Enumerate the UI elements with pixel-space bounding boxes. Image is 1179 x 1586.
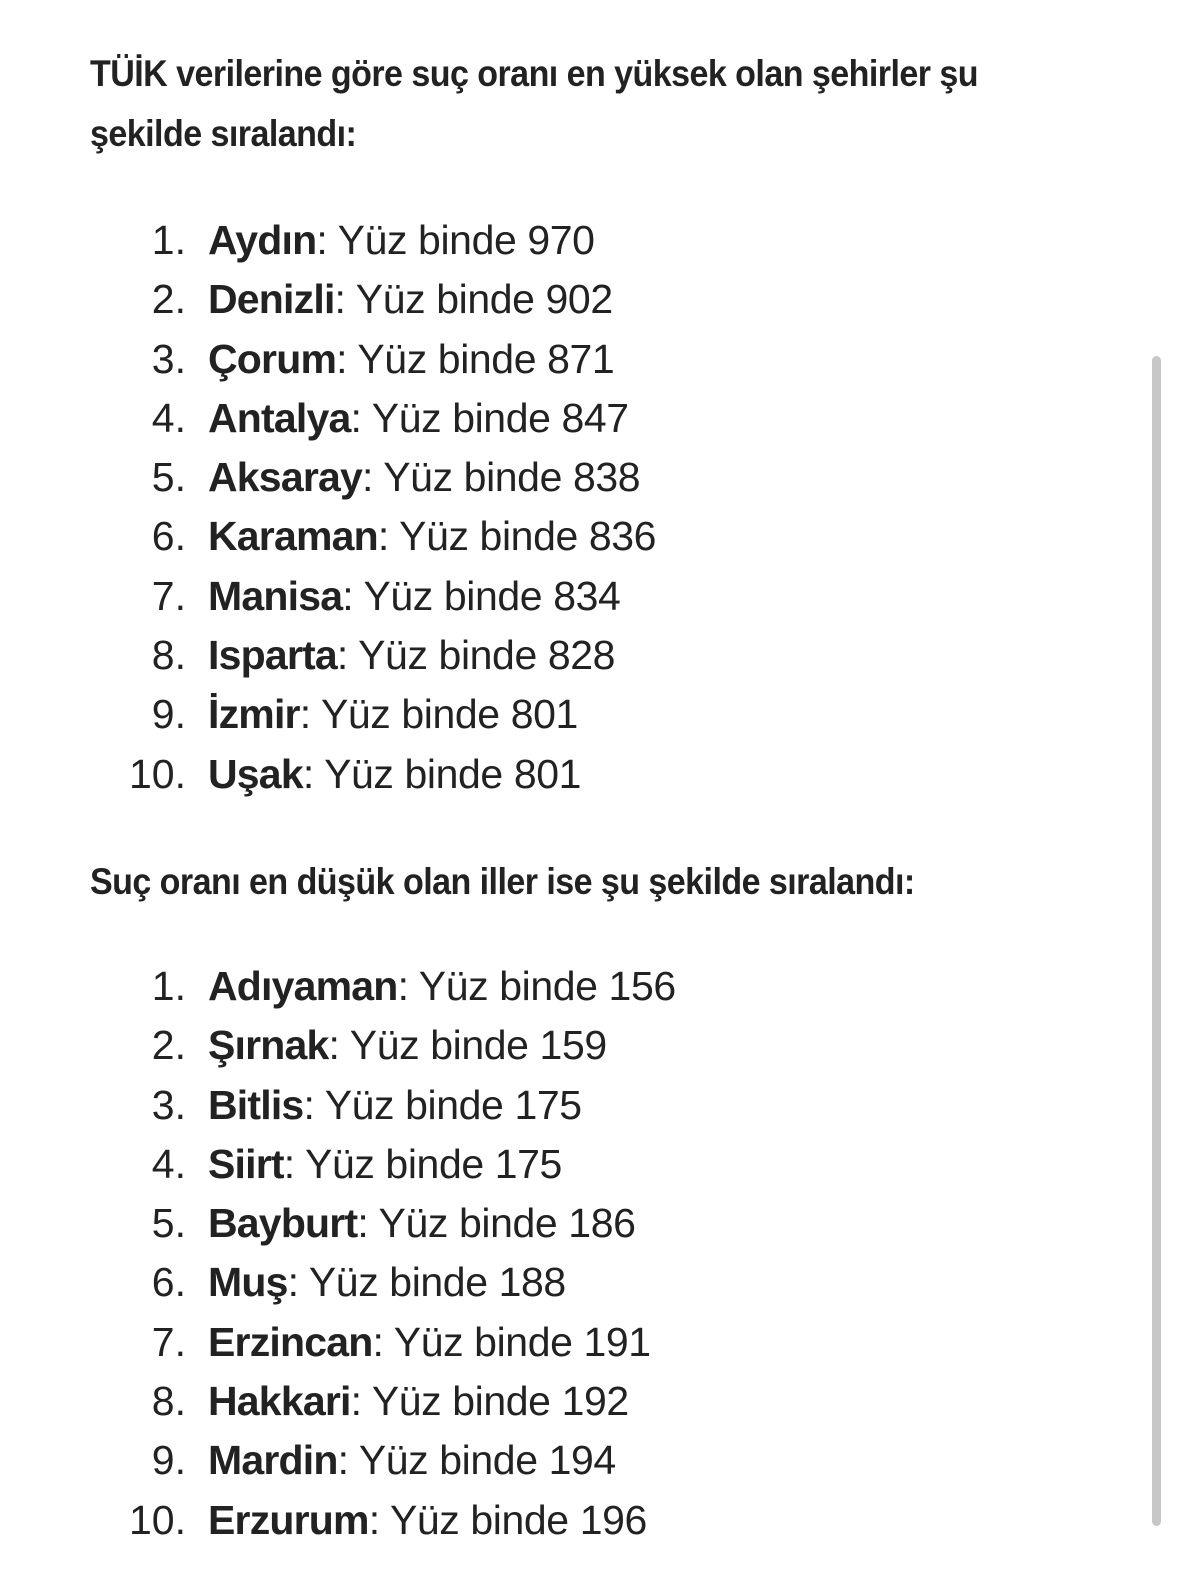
- city-name: Erzincan: [208, 1318, 373, 1365]
- city-name: Uşak: [208, 750, 303, 797]
- list-item: [90, 745, 1110, 804]
- list-item: [90, 1076, 1110, 1135]
- highest-crime-list: [90, 211, 1110, 804]
- list-item: [90, 330, 1110, 389]
- crime-rate: : Yüz binde 194: [337, 1437, 616, 1484]
- city-name: Erzurum: [208, 1496, 369, 1543]
- crime-rate: : Yüz binde 801: [299, 691, 578, 738]
- city-name: Isparta: [208, 632, 337, 679]
- city-name: Siirt: [208, 1140, 284, 1187]
- crime-rate: : Yüz binde 836: [377, 513, 657, 560]
- city-name: Aksaray: [208, 454, 362, 501]
- item-number: 3.: [151, 335, 186, 382]
- list-item: [90, 957, 1110, 1016]
- crime-rate: : Yüz binde 175: [283, 1140, 562, 1187]
- city-name: Denizli: [208, 276, 335, 323]
- crime-rate: : Yüz binde 188: [287, 1259, 566, 1306]
- list-item: [90, 270, 1110, 329]
- list-item: [90, 1491, 1110, 1550]
- city-name: Manisa: [208, 572, 343, 619]
- city-name: Antalya: [208, 394, 351, 441]
- item-number: 8.: [151, 1378, 186, 1425]
- list-item: [90, 1431, 1110, 1490]
- list-item: [90, 389, 1110, 448]
- article-content: [90, 0, 1110, 1550]
- item-number: 1.: [151, 962, 186, 1009]
- crime-rate: : Yüz binde 801: [302, 750, 582, 797]
- crime-rate: : Yüz binde 834: [342, 572, 621, 619]
- item-number: 5.: [151, 454, 186, 501]
- crime-rate: : Yüz binde 838: [361, 454, 641, 501]
- highest-crime-heading: TÜİK verilerine göre suç oranı en yüksek olan şehirler şu şekilde sıralandı:: [90, 53, 978, 154]
- item-number: 2.: [151, 276, 186, 323]
- item-number: 7.: [151, 1318, 186, 1365]
- item-number: 9.: [151, 691, 186, 738]
- list-item: [90, 1016, 1110, 1075]
- crime-rate: : Yüz binde 191: [372, 1318, 651, 1365]
- crime-rate: : Yüz binde 970: [316, 217, 595, 263]
- city-name: Mardin: [208, 1437, 338, 1484]
- list-item: [90, 626, 1110, 685]
- city-name: İzmir: [208, 691, 300, 738]
- list-item: [90, 567, 1110, 626]
- crime-rate: : Yüz binde 156: [397, 962, 676, 1009]
- list-item: [90, 1194, 1110, 1253]
- lowest-crime-heading: Suç oranı en düşük olan iller ise şu şekilde sıralandı:: [90, 860, 915, 902]
- item-number: 9.: [151, 1437, 186, 1484]
- list-item: [90, 507, 1110, 566]
- crime-rate: : Yüz binde 196: [368, 1496, 647, 1543]
- list-item: [90, 1313, 1110, 1372]
- item-number: 3.: [151, 1081, 186, 1128]
- item-number: 4.: [151, 394, 186, 441]
- item-number: 10.: [129, 750, 186, 797]
- item-number: 6.: [151, 1259, 186, 1306]
- crime-rate: : Yüz binde 175: [303, 1081, 582, 1128]
- item-number: 8.: [151, 632, 186, 679]
- city-name: Şırnak: [208, 1022, 329, 1069]
- item-number: 4.: [151, 1140, 186, 1187]
- list-item: [90, 1372, 1110, 1431]
- item-number: 1.: [151, 217, 186, 263]
- list-item: [90, 211, 1110, 270]
- city-name: Çorum: [208, 335, 337, 382]
- list-item: [90, 685, 1110, 744]
- item-number: 6.: [151, 513, 186, 560]
- crime-rate: : Yüz binde 871: [336, 335, 615, 382]
- city-name: Bayburt: [208, 1200, 358, 1247]
- city-name: Bitlis: [208, 1081, 304, 1128]
- list-item: [90, 1253, 1110, 1312]
- crime-rate: : Yüz binde 192: [350, 1378, 629, 1425]
- item-number: 5.: [151, 1200, 186, 1247]
- crime-rate: : Yüz binde 828: [336, 632, 616, 679]
- crime-rate: : Yüz binde 902: [334, 276, 613, 323]
- city-name: Adıyaman: [208, 962, 398, 1009]
- item-number: 7.: [151, 572, 186, 619]
- crime-rate: : Yüz binde 186: [357, 1200, 636, 1247]
- item-number: 10.: [129, 1496, 186, 1543]
- city-name: Aydın: [208, 217, 317, 263]
- city-name: Karaman: [208, 513, 378, 560]
- city-name: Muş: [208, 1259, 288, 1306]
- crime-rate: : Yüz binde 847: [350, 394, 629, 441]
- list-item: [90, 448, 1110, 507]
- lowest-crime-list: [90, 957, 1110, 1550]
- list-item: [90, 1135, 1110, 1194]
- item-number: 2.: [151, 1022, 186, 1069]
- crime-rate: : Yüz binde 159: [328, 1022, 607, 1069]
- vertical-scrollbar[interactable]: [1152, 356, 1161, 1526]
- city-name: Hakkari: [208, 1378, 351, 1425]
